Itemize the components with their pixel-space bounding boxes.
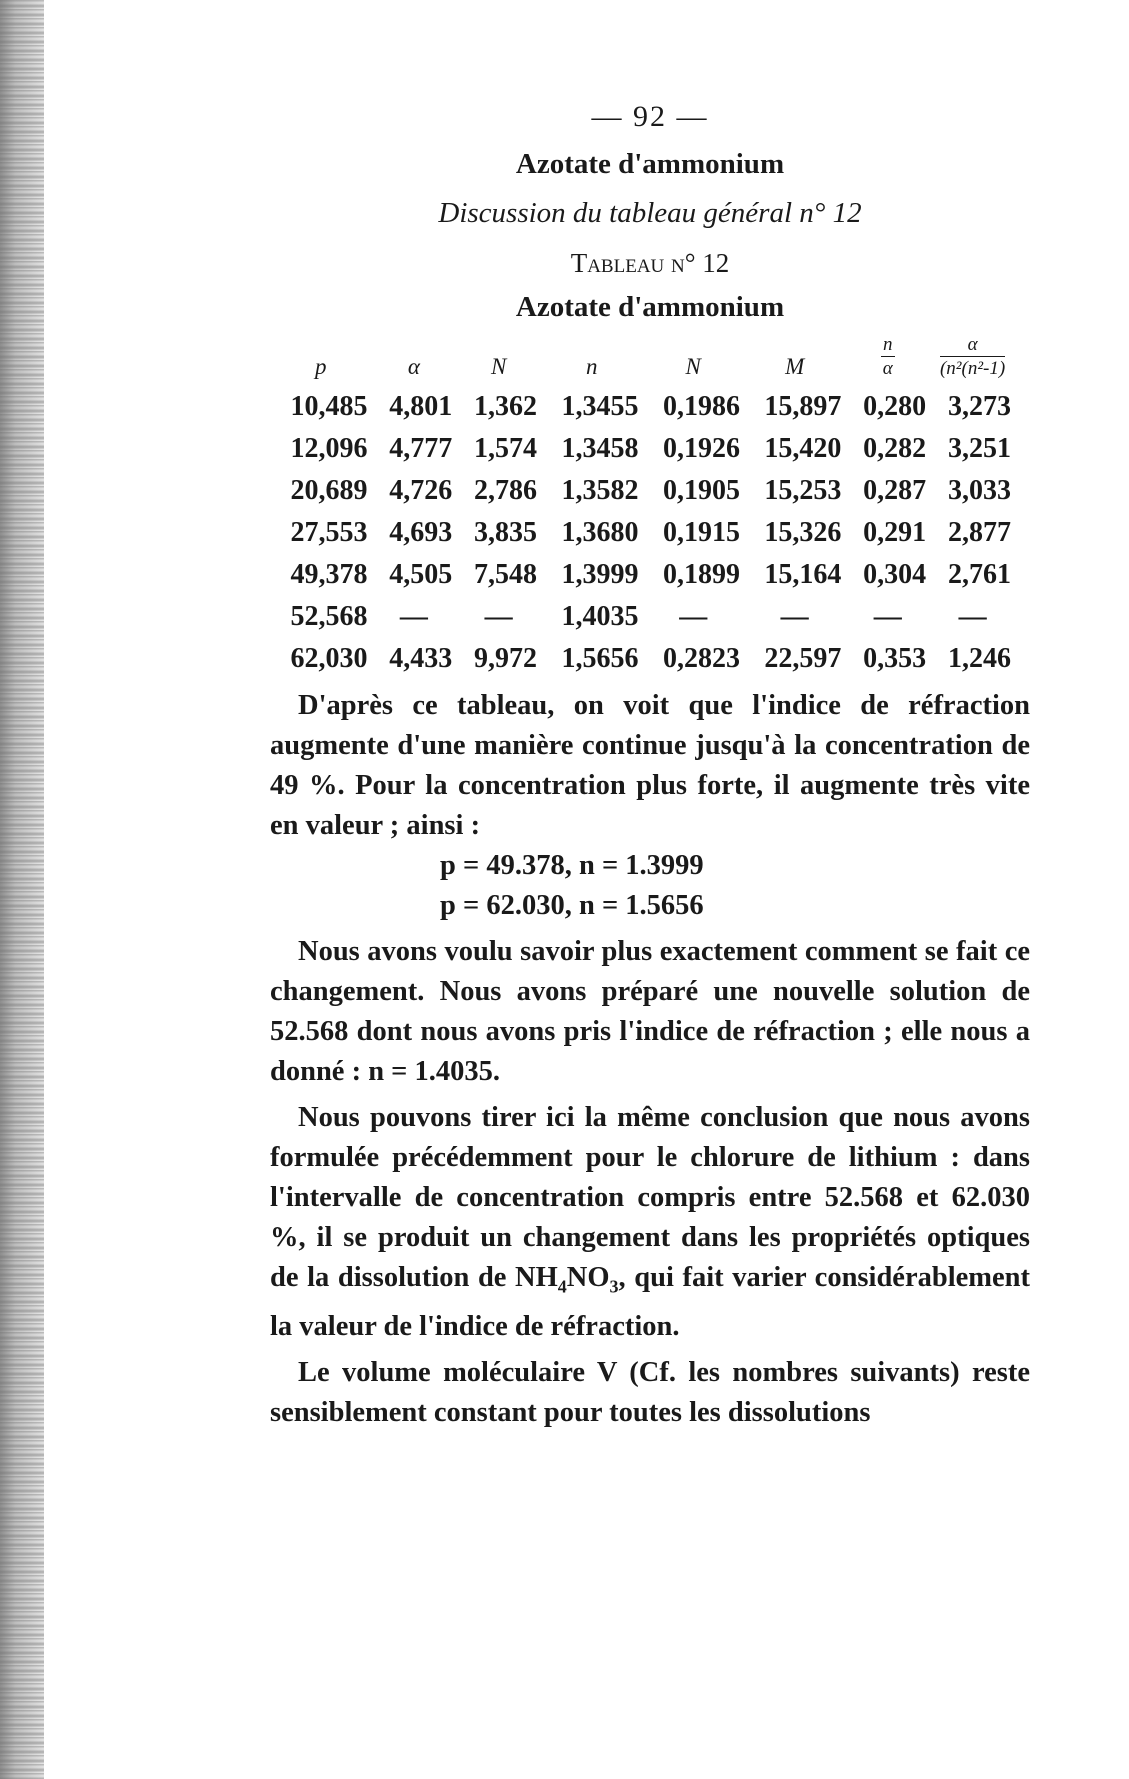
table-cell: — (399, 601, 428, 632)
table-cell: 1,3455 (561, 391, 639, 422)
table-cell: — (780, 601, 809, 632)
table-cell: 0,1926 (662, 433, 740, 464)
table-cell: 15,164 (764, 559, 842, 590)
subscript-4: 4 (557, 1276, 567, 1297)
table-cell: 15,897 (764, 391, 842, 422)
table-row (270, 428, 1015, 470)
paragraph-2: Nous avons voulu savoir plus exactement comment se fait ce changement. Nous avons préparé une nouvelle solution de 52.568 dont nous avons pris l'indice de réfraction ; elle nous a donné : n = 1.4035. (270, 936, 1030, 1087)
formula-p: p = 62.030, (440, 890, 572, 921)
formula-n: n = 1.3999 (578, 850, 704, 881)
table-row (270, 386, 1015, 428)
formula-n: n = 1.5656 (578, 890, 704, 921)
table-cell: 15,326 (764, 517, 842, 548)
table-row (270, 596, 1015, 638)
table-cell: 22,597 (764, 643, 842, 674)
page-number: — 92 — (591, 100, 709, 133)
table-cell: 4,777 (389, 433, 453, 464)
table-cell: 1,3582 (561, 475, 639, 506)
header-p: p (314, 354, 327, 379)
table-cell: 0,1986 (662, 391, 740, 422)
table-cell: 0,287 (863, 475, 927, 506)
table-cell: 4,726 (389, 475, 453, 506)
table-cell: — (679, 601, 708, 632)
table-cell: 62,030 (290, 643, 368, 674)
table-cell: 0,304 (863, 559, 927, 590)
header-n: n (585, 354, 598, 379)
table-row (270, 638, 1015, 680)
table-cell: 2,877 (948, 517, 1011, 548)
paragraph-4: Le volume moléculaire V (Cf. les nombres suivants) reste sensiblement constant pour toutes les dissolutions (270, 1356, 1030, 1428)
formula-line-2 (270, 886, 1030, 926)
table-cell: 4,801 (389, 391, 453, 422)
table-cell: 7,548 (474, 559, 537, 590)
table-cell: 1,3458 (561, 433, 639, 464)
table-cell: 4,505 (389, 559, 453, 590)
table-cell: 3,251 (948, 433, 1011, 464)
section-heading: Azotate d'ammonium (515, 148, 785, 180)
frac-denominator: α (882, 358, 893, 379)
table-row (270, 512, 1015, 554)
table-body (270, 386, 1015, 680)
header-alpha: α (407, 354, 420, 379)
table-cell: 3,273 (948, 391, 1011, 422)
table-cell: 0,2823 (662, 643, 740, 674)
book-page (270, 100, 1030, 1433)
table-cell: 27,553 (290, 517, 368, 548)
formula-line-1 (270, 846, 1030, 886)
frac-denominator: (n²(n²-1) (939, 358, 1006, 379)
table-cell: 0,1899 (662, 559, 740, 590)
header-alpha-over-n (930, 330, 1015, 386)
table-cell: 4,693 (389, 517, 453, 548)
table-title: Azotate d'ammonium (515, 291, 785, 323)
table-header-row (270, 330, 1015, 386)
table-cell: — (484, 601, 513, 632)
table-cell: 3,033 (948, 475, 1011, 506)
table-cell: 0,1905 (662, 475, 740, 506)
table-cell: 1,4035 (561, 601, 639, 632)
table-cell: 1,246 (948, 643, 1011, 674)
table-cell: 9,972 (474, 643, 537, 674)
table-label: Tableau n° 12 (570, 248, 730, 278)
paragraph-3-part-c: , qui fait varier considérablement la valeur de l'indice de réfraction. (270, 1262, 1030, 1342)
header-M: M (785, 354, 805, 379)
paragraph-3 (270, 1098, 1030, 1347)
table-row (270, 470, 1015, 512)
table-cell: 3,835 (474, 517, 537, 548)
frac-numerator: n (883, 334, 893, 355)
table-cell: 1,574 (474, 433, 537, 464)
table-cell: 0,280 (863, 391, 927, 422)
table-row (270, 554, 1015, 596)
paragraph-3-part-a: Nous pouvons tirer ici la même conclusion que nous avons formulée précédemment pour le chlorure de lithium : dans l'intervalle de concentration compris entre 52.568 et 62.030 %, il se produit un changement dans les propriétés optiques de la dissolution de NH (270, 1102, 1030, 1293)
table-cell: 1,3680 (561, 517, 639, 548)
table-cell: 15,420 (764, 433, 842, 464)
table-cell: 4,433 (389, 643, 453, 674)
section-subheading: Discussion du tableau général n° 12 (438, 197, 862, 229)
data-table (270, 330, 1015, 680)
subscript-3: 3 (609, 1276, 619, 1297)
table-cell: 2,761 (948, 559, 1011, 590)
table-cell: — (873, 601, 902, 632)
table-cell: 1,362 (474, 391, 537, 422)
table-cell: 10,485 (290, 391, 368, 422)
header-n-over-alpha (845, 330, 930, 386)
table-cell: 0,282 (863, 433, 927, 464)
table-cell: 0,291 (863, 517, 927, 548)
table-cell: 0,353 (863, 643, 927, 674)
table-cell: 1,5656 (561, 643, 639, 674)
paragraph-3-part-b: NO (566, 1262, 610, 1293)
table-cell: 15,253 (764, 475, 842, 506)
table-cell: 12,096 (290, 433, 368, 464)
table-cell: 1,3999 (561, 559, 639, 590)
paragraph-1: D'après ce tableau, on voit que l'indice de réfraction augmente d'une manière continue jusqu'à la concentration de 49 %. Pour la concentration plus forte, il augmente très vite en valeur ; ainsi : (270, 690, 1030, 841)
table-cell: 20,689 (290, 475, 368, 506)
table-cell: — (958, 601, 987, 632)
frac-numerator: α (940, 335, 1005, 357)
header-N: N (490, 354, 507, 379)
table-cell: 0,1915 (662, 517, 740, 548)
table-cell: 49,378 (290, 559, 368, 590)
table-cell: 52,568 (290, 601, 368, 632)
table-cell: 2,786 (474, 475, 537, 506)
header-N2: N (685, 354, 701, 379)
formula-p: p = 49.378, (440, 850, 572, 881)
scan-binding-edge (0, 0, 44, 1779)
